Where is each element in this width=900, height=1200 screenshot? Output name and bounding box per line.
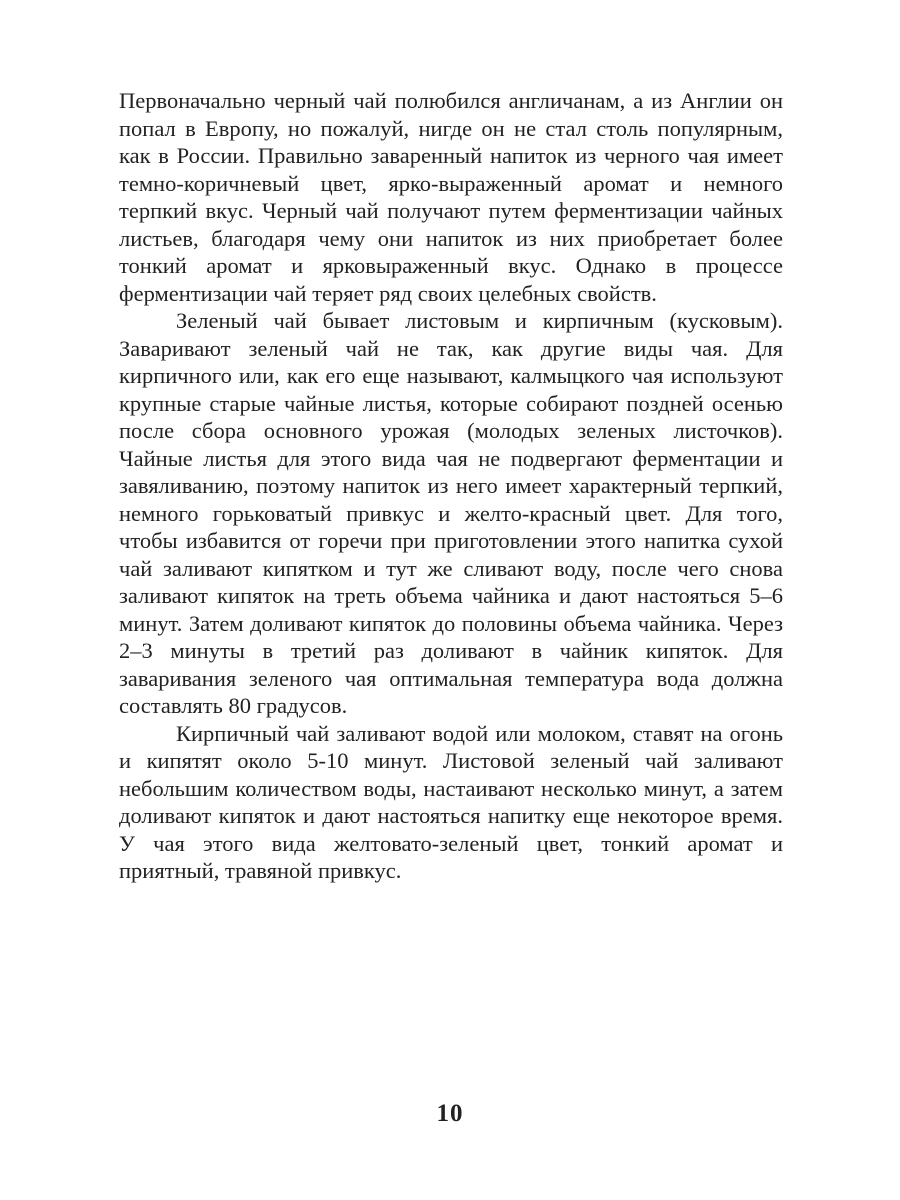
paragraph-green-tea: Зеленый чай бывает листовым и кирпичным (кусковым). Заваривают зеленый чай не так, как другие виды чая. Для кирпичного или, как его еще называют, калмыцкого чая используют крупные старые чайные листья, которые собирают поздней осенью после сбора основного урожая (молодых зеленых листочков). Чайные листья для этого вида чая не подвергают ферментации и завяливанию, поэтому напиток из него имеет характерный терпкий, немного горьковатый привкус и желто-красный цвет. Для того, чтобы избавится от горечи при приготовлении этого напитка сухой чай заливают кипятком и тут же сливают воду, после чего снова заливают кипяток на треть объема чайника и дают настояться 5–6 минут. Затем доливают кипяток до половины объема чайника. Через 2–3 минуты в третий раз доливают в чайник кипяток. Для заваривания зеленого чая оптимальная температура вода должна составлять 80 градусов.: [119, 308, 783, 718]
page-number: 10: [436, 1100, 464, 1127]
paragraph-black-tea: Первоначально черный чай полюбился англичанам, а из Англии он попал в Европу, но пожалуй, нигде он не стал столь популярным, как в России. Правильно заваренный напиток из черного чая имеет темно-коричневый цвет, ярко-выраженный аромат и немного терпкий вкус. Черный чай получают путем ферментизации чайных листьев, благодаря чему они напиток из них приобретает более тонкий аромат и ярковыраженный вкус. Однако в процессе ферментизации чай теряет ряд своих целебных свойств.: [119, 88, 783, 306]
page-body: [119, 87, 783, 885]
paragraph-brick-tea: Кирпичный чай заливают водой или молоком, ставят на огонь и кипятят около 5-10 минут. Листовой зеленый чай заливают небольшим количеством воды, настаивают несколько минут, а затем доливают кипяток и дают настояться напитку еще некоторое время. У чая этого вида желтовато-зеленый цвет, тонкий аромат и приятный, травяной привкус.: [119, 720, 783, 883]
